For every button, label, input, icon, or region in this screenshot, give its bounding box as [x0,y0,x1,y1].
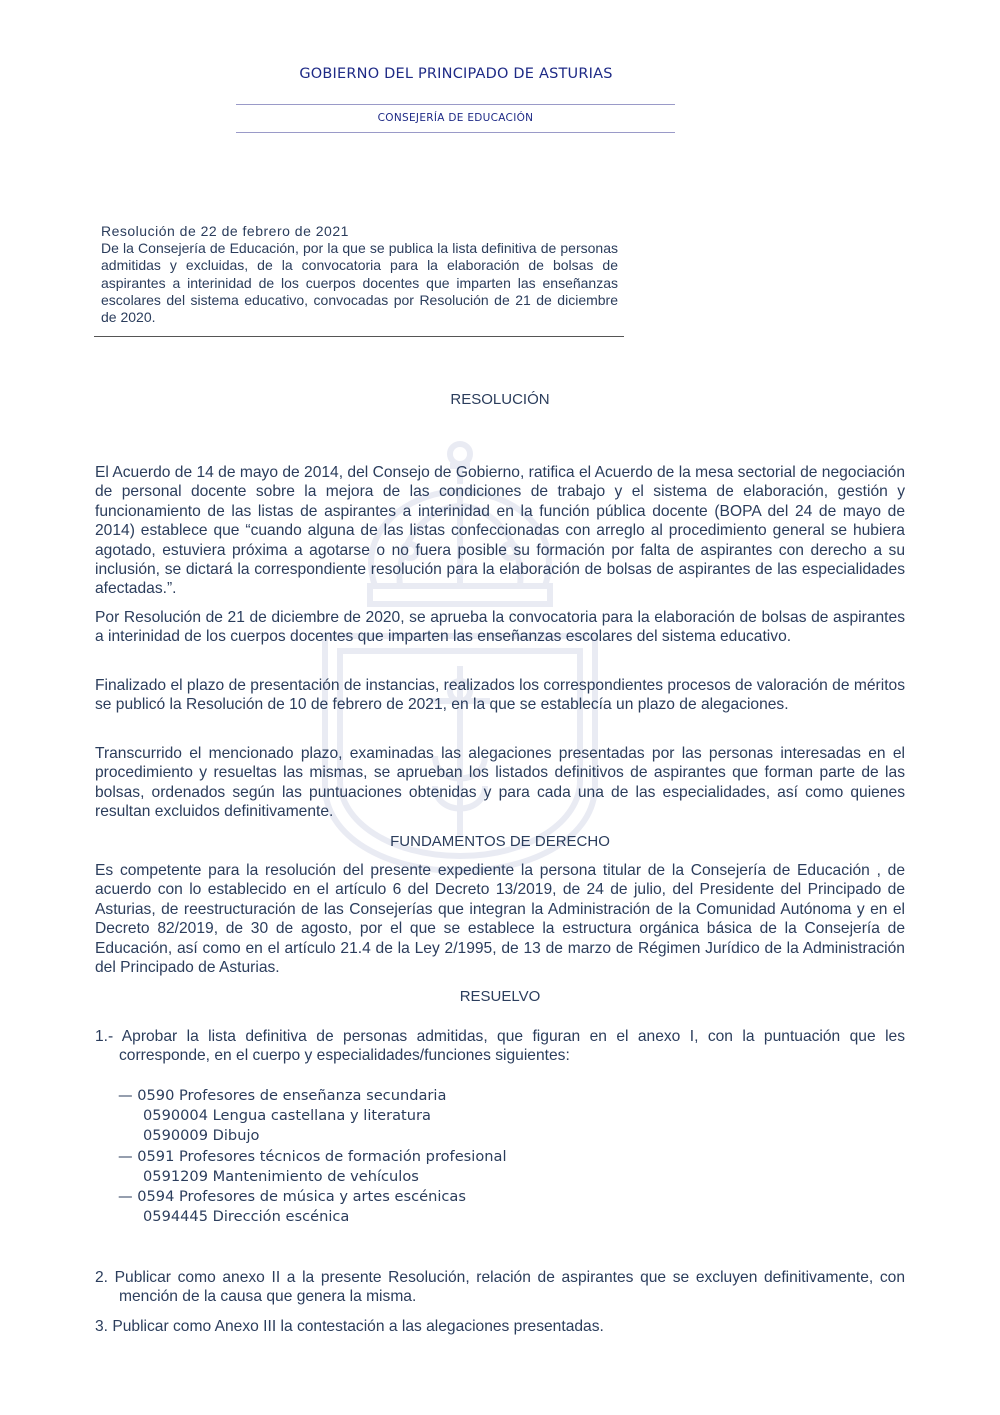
header-divider-bottom [236,132,675,133]
specialty-0590004: 0590004 Lengua castellana y literatura [143,1107,431,1125]
paragraph-alegaciones: Transcurrido el mencionado plazo, examinadas las alegaciones presentadas por las personas interesadas en el procedimiento y resueltas las mismas, se aprueban los listados definitivos de aspirantes que forman parte de las bolsas, ordenados según las puntuaciones obtenidas y para cada una de las especialidades, así como quienes resultan excluidos definitivamente. [95,745,905,821]
resolution-item-2 [95,1268,905,1307]
government-title: GOBIERNO DEL PRINCIPADO DE ASTURIAS [299,66,613,82]
body-0591: — 0591 Profesores técnicos de formación profesional [118,1147,507,1165]
resolution-summary [101,223,618,326]
fundamentos-paragraph: Es competente para la resolución del presente expediente la persona titular de la Consejería de Educación , de acuerdo con lo establecido en el artículo 6 del Decreto 13/2019, de 24 de julio, del Presidente del Principado de Asturias, de reestructuración de las Consejerías que integran la Administración de la Comunidad Autónoma y en el Decreto 82/2019, de 30 de agosto, por el que se establece la estructura orgánica básica de la Consejería de Educación, así como en el artículo 21.4 de la Ley 2/1995, de 13 de marzo de Régimen Jurídico de la Administración del Principado de Asturias. [95,862,905,977]
specialties-list [118,1086,507,1227]
item-3-text: 3. Publicar como Anexo III la contestación a las alegaciones presentadas. [95,1318,604,1335]
resuelvo-heading: RESUELVO [459,988,541,1005]
resolution-item-1 [95,1027,905,1066]
item-2-text: 2. Publicar como anexo II a la presente Resolución, relación de aspirantes que se excluyen definitivamente, con mención de la causa que genera la misma. [95,1269,905,1306]
item-1-text: 1.- Aprobar la lista definitiva de personas admitidas, que figuran en el anexo I, con la puntuación que les corresponde, en el cuerpo y especialidades/funciones siguientes: [95,1028,905,1065]
paragraph-acuerdo: El Acuerdo de 14 de mayo de 2014, del Consejo de Gobierno, ratifica el Acuerdo de la mesa sectorial de negociación de personal docente sobre la mejora de las condiciones de trabajo y el sistema de elaboración, gestión y funcionamiento de las listas de aspirantes a interinidad en la función pública docente (BOPA del 24 de mayo de 2014) establece que “cuando alguna de las listas confeccionadas con arreglo al procedimiento general se hubiera agotado, estuviera próxima a agotarse o no fuera posible su formación por falta de aspirantes con derecho a su inclusión, se dictará la correspondiente resolución para la elaboración de bolsas de aspirantes de las especialidades afectadas.”. [95,464,905,598]
specialty-0590009: 0590009 Dibujo [143,1127,260,1145]
resolution-item-3 [95,1317,905,1336]
resolution-description: De la Consejería de Educación, por la que se publica la lista definitiva de personas admitidas y excluidas, de la convocatoria para la elaboración de bolsas de aspirantes a interinidad de los cuerpos docentes que imparten las enseñanzas escolares del sistema educativo, convocadas por Resolución de 21 de diciembre de 2020. [101,240,618,326]
department-title: CONSEJERÍA DE EDUCACIÓN [377,112,534,124]
resolution-heading: RESOLUCIÓN [450,391,550,408]
resolution-date: Resolución de 22 de febrero de 2021 [101,223,349,239]
body-0590: — 0590 Profesores de enseñanza secundaria [118,1087,447,1104]
summary-divider [94,336,624,337]
fundamentos-heading: FUNDAMENTOS DE DERECHO [390,833,610,850]
specialty-0591209: 0591209 Mantenimiento de vehículos [143,1167,419,1185]
body-0594: — 0594 Profesores de música y artes escénicas [118,1188,466,1206]
header-divider-top [236,104,675,105]
paragraph-plazo: Finalizado el plazo de presentación de instancias, realizados los correspondientes procesos de valoración de méritos se publicó la Resolución de 10 de febrero de 2021, en la que se establecía un plazo de alegaciones. [95,677,905,714]
specialty-0594445: 0594445 Dirección escénica [143,1208,350,1226]
paragraph-convocatoria: Por Resolución de 21 de diciembre de 2020, se aprueba la convocatoria para la elaboración de bolsas de aspirantes a interinidad de los cuerpos docentes que imparten las enseñanzas escolares del sistema educativo. [95,609,905,646]
